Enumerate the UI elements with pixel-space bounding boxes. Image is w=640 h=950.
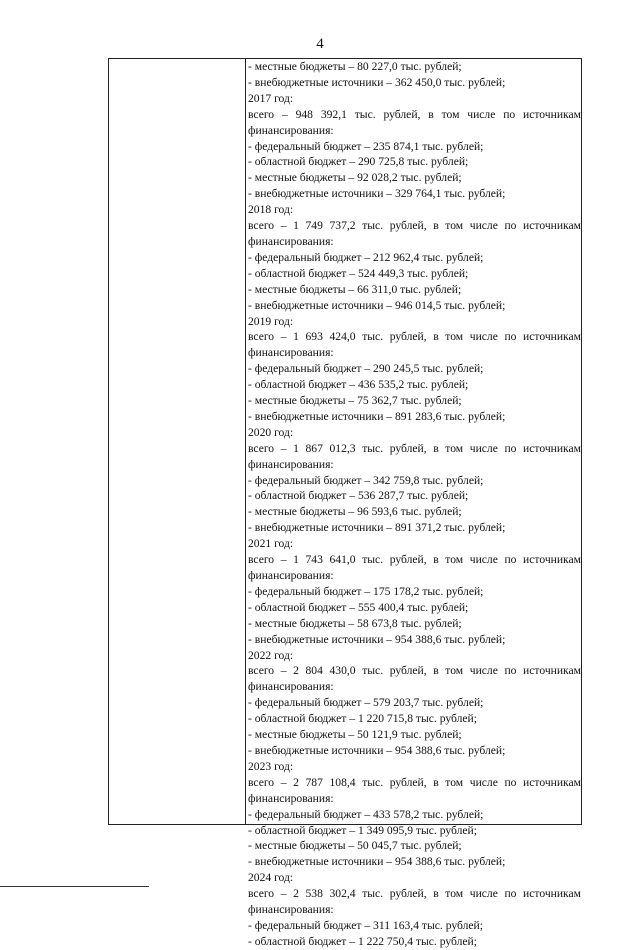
funding-line: 2017 год:: [248, 91, 294, 105]
funding-line: 2019 год:: [248, 314, 294, 328]
funding-line: - местные бюджеты – 92 028,2 тыс. рублей;: [248, 171, 462, 185]
funding-line: - федеральный бюджет – 433 578,2 тыс. рублей;: [248, 807, 484, 821]
funding-line: - областной бюджет – 524 449,3 тыс. рублей;: [248, 266, 469, 280]
funding-line: 2020 год:: [248, 425, 294, 439]
funding-line: всего – 1 749 737,2 тыс. рублей, в том числе по источникам: [248, 219, 581, 233]
funding-line: всего – 1 867 012,3 тыс. рублей, в том числе по источникам: [248, 441, 581, 455]
funding-line: 2023 год:: [248, 759, 294, 773]
funding-line: - местные бюджеты – 80 227,0 тыс. рублей;: [248, 60, 462, 73]
funding-line: - областной бюджет – 290 725,8 тыс. рублей;: [248, 155, 469, 169]
funding-line: - внебюджетные источники – 946 014,5 тыс. рублей;: [248, 298, 506, 312]
funding-line: - федеральный бюджет – 175 178,2 тыс. рублей;: [248, 584, 484, 598]
funding-line: всего – 2 787 108,4 тыс. рублей, в том числе по источникам: [248, 775, 581, 789]
funding-line: - внебюджетные источники – 362 450,0 тыс. рублей;: [248, 75, 506, 89]
funding-line: финансирования:: [248, 457, 334, 471]
funding-line: финансирования:: [248, 346, 334, 360]
funding-line: всего – 2 804 430,0 тыс. рублей, в том числе по источникам: [248, 664, 581, 678]
funding-line: - федеральный бюджет – 212 962,4 тыс. рублей;: [248, 250, 484, 264]
funding-line: 2024 год:: [248, 871, 294, 885]
funding-line: - внебюджетные источники – 954 388,6 тыс. рублей;: [248, 855, 506, 869]
funding-line: - местные бюджеты – 75 362,7 тыс. рублей;: [248, 394, 462, 408]
funding-line: - федеральный бюджет – 235 874,1 тыс. рублей;: [248, 139, 484, 153]
funding-line: - областной бюджет – 1 349 095,9 тыс. рублей;: [248, 823, 477, 837]
funding-line: всего – 1 693 424,0 тыс. рублей, в том числе по источникам: [248, 330, 581, 344]
funding-line: - областной бюджет – 536 287,7 тыс. рублей;: [248, 489, 469, 503]
funding-line: - местные бюджеты – 96 593,6 тыс. рублей;: [248, 505, 462, 519]
funding-line: - федеральный бюджет – 311 163,4 тыс. рублей;: [248, 918, 483, 932]
funding-line: финансирования:: [248, 234, 334, 248]
page-number: 4: [316, 36, 324, 52]
funding-line: финансирования:: [248, 123, 334, 137]
funding-line: - областной бюджет – 1 222 750,4 тыс. рублей;: [248, 934, 477, 948]
footnote-separator: [0, 886, 149, 887]
funding-line: - внебюджетные источники – 891 371,2 тыс. рублей;: [248, 521, 506, 535]
column-divider: [245, 59, 246, 824]
funding-line: - областной бюджет – 436 535,2 тыс. рублей;: [248, 378, 469, 392]
funding-line: - внебюджетные источники – 954 388,6 тыс. рублей;: [248, 632, 506, 646]
funding-line: - областной бюджет – 555 400,4 тыс. рублей;: [248, 600, 469, 614]
funding-text-column: [248, 59, 581, 950]
funding-line: всего – 2 538 302,4 тыс. рублей, в том числе по источникам: [248, 887, 581, 901]
funding-line: - внебюджетные источники – 329 764,1 тыс. рублей;: [248, 187, 506, 201]
funding-line: - областной бюджет – 1 220 715,8 тыс. рублей;: [248, 712, 477, 726]
funding-line: - местные бюджеты – 50 045,7 тыс. рублей;: [248, 839, 462, 853]
funding-line: - местные бюджеты – 66 311,0 тыс. рублей;: [248, 282, 462, 296]
funding-line: всего – 948 392,1 тыс. рублей, в том числе по источникам: [248, 107, 581, 121]
funding-line: - местные бюджеты – 58 673,8 тыс. рублей;: [248, 616, 462, 630]
funding-line: 2022 год:: [248, 648, 294, 662]
funding-line: - внебюджетные источники – 954 388,6 тыс. рублей;: [248, 743, 506, 757]
funding-line: - федеральный бюджет – 342 759,8 тыс. рублей;: [248, 473, 484, 487]
funding-line: - местные бюджеты – 50 121,9 тыс. рублей;: [248, 728, 462, 742]
funding-line: финансирования:: [248, 569, 334, 582]
funding-line: - федеральный бюджет – 290 245,5 тыс. рублей;: [248, 362, 484, 376]
funding-line: 2018 год:: [248, 203, 294, 217]
funding-line: всего – 1 743 641,0 тыс. рублей, в том числе по источникам: [248, 553, 581, 567]
funding-line: - федеральный бюджет – 579 203,7 тыс. рублей;: [248, 696, 484, 710]
funding-line: - внебюджетные источники – 891 283,6 тыс. рублей;: [248, 409, 506, 423]
funding-line: финансирования:: [248, 791, 334, 805]
funding-table: [108, 58, 582, 948]
funding-line: финансирования:: [248, 680, 334, 694]
funding-line: финансирования:: [248, 903, 334, 917]
funding-line: 2021 год:: [248, 537, 294, 551]
